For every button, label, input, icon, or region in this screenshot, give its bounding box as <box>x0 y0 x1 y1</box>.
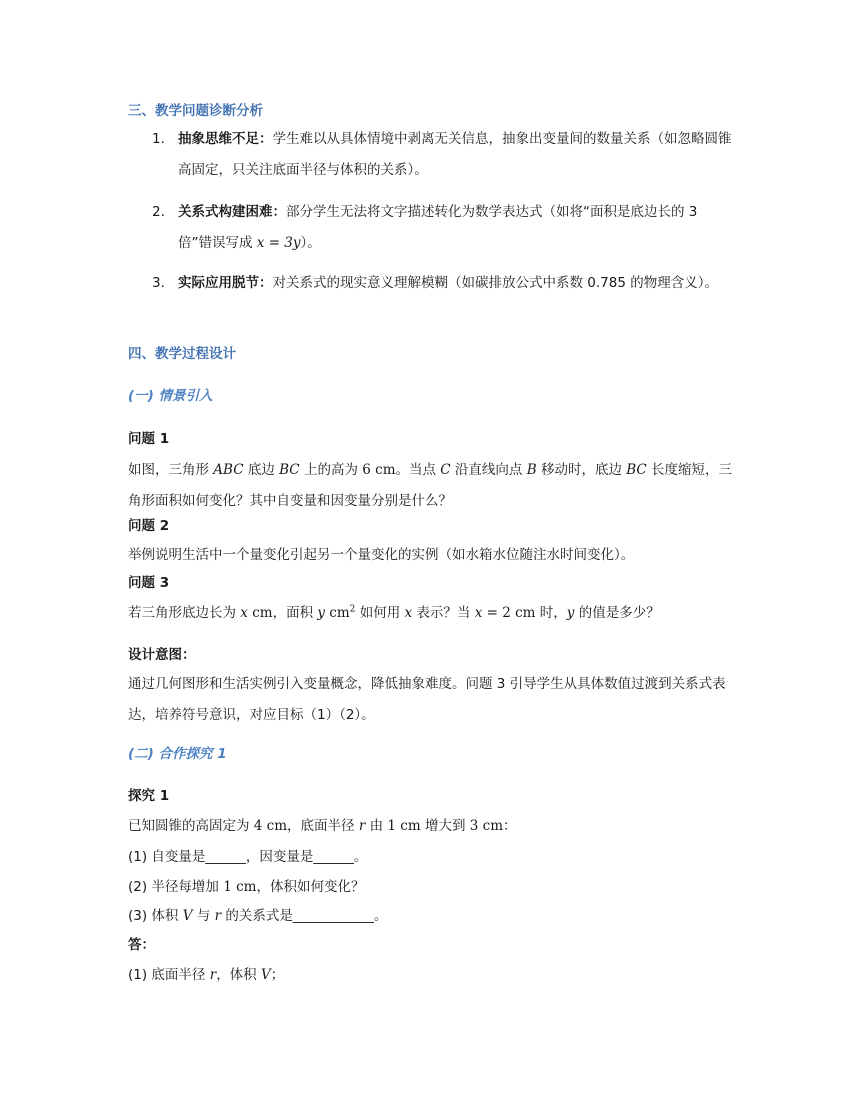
list-number: 1. <box>152 131 165 147</box>
item-text: 学生难以从具体情境中剥离无关信息，抽象出变量间的数量关系（如忽略圆锥高固定，只关注底面半径与体积的关系）。 <box>178 131 732 178</box>
math-var: r <box>209 967 217 983</box>
math-var: x <box>404 605 413 621</box>
text: 表示？当 <box>412 605 475 621</box>
math-unit: 3 cm <box>469 818 503 834</box>
text: (3) 体积 <box>128 908 183 924</box>
text: 上的高为 <box>299 462 363 478</box>
explore-line-2 <box>128 872 734 903</box>
superscript: 2 <box>349 604 356 615</box>
question-label: 问题 1 <box>128 431 170 447</box>
question-text: 举例说明生活中一个量变化引起另一个量变化的实例（如水箱水位随注水时间变化）。 <box>128 547 635 563</box>
intent-text: 通过几何图形和生活实例引入变量概念，降低抽象难度。问题 3 引导学生从具体数值过渡到关系式表达，培养符号意识，对应目标（1）（2）。 <box>128 676 726 723</box>
math-var: r <box>214 908 222 924</box>
question-text <box>128 598 734 629</box>
question-label: 问题 2 <box>128 518 170 534</box>
text: ，底面半径 <box>287 818 359 834</box>
math-var: V <box>260 967 271 983</box>
text: 与 <box>192 908 215 924</box>
math-var: y <box>317 605 326 621</box>
answer-label: 答： <box>128 937 155 953</box>
text: 长度缩短，三角形面积如何变化？其中自变量和因变量分别是什么？ <box>128 462 733 509</box>
math-var: V <box>182 908 193 924</box>
list-item <box>178 197 734 259</box>
math-unit: cm <box>247 605 273 621</box>
math-unit: 6 cm <box>362 462 396 478</box>
section-heading-3: 三、教学问题诊断分析 <box>128 103 263 119</box>
explore-text <box>128 811 734 842</box>
text: 沿直线向点 <box>450 462 527 478</box>
text: 的值是多少？ <box>574 605 660 621</box>
item-title: 关系式构建困难 <box>178 204 273 220</box>
item-text: 部分学生无法将文字描述转化为数学表达式（如将“面积是底边长的 3 倍”错误写成 <box>178 204 698 251</box>
text: ； <box>270 967 285 983</box>
text: 已知圆锥的高固定为 <box>128 818 254 834</box>
text: 时， <box>535 605 567 621</box>
math-var: r <box>358 818 366 834</box>
text: (1) 底面半径 <box>128 967 210 983</box>
math-var: y <box>566 605 575 621</box>
math-unit: 1 cm <box>223 879 257 895</box>
text: ，面积 <box>272 605 318 621</box>
list-item <box>178 124 734 186</box>
text: 底边 <box>243 462 280 478</box>
explore-line-1: (1) 自变量是______，因变量是______。 <box>128 849 368 865</box>
question-label: 问题 3 <box>128 575 170 591</box>
subheading-intro: (一) 情景引入 <box>128 388 213 404</box>
section-heading-4: 四、教学过程设计 <box>128 346 236 362</box>
explore-line-3 <box>128 901 734 932</box>
math-unit: 1 cm <box>387 818 421 834</box>
list-item <box>178 268 734 299</box>
text: (2) 半径每增加 <box>128 879 224 895</box>
math-var: BC <box>279 462 300 478</box>
math-var: C <box>440 462 451 478</box>
math-unit: = 2 cm <box>482 605 536 621</box>
item-sep: ： <box>272 204 286 220</box>
subheading-explore: (二) 合作探究 1 <box>128 746 227 762</box>
intent-label: 设计意图： <box>128 647 196 663</box>
math-var: BC <box>626 462 647 478</box>
math-var: x <box>474 605 483 621</box>
math-var: x <box>240 605 248 621</box>
item-title: 抽象思维不足 <box>178 131 259 147</box>
question-text <box>128 455 734 517</box>
math-var: ABC <box>213 462 244 478</box>
math-expression: x = 3y <box>256 235 301 251</box>
text: 由 <box>365 818 388 834</box>
list-number: 2. <box>152 204 165 220</box>
item-title: 实际应用脱节 <box>178 275 259 291</box>
math-unit: 4 cm <box>253 818 288 834</box>
list-number: 3. <box>152 275 165 291</box>
answer-line-1 <box>128 960 734 991</box>
text: ，体积如何变化？ <box>256 879 365 895</box>
math-var: B <box>526 462 537 478</box>
item-text-tail: ）。 <box>300 235 321 251</box>
text: 若三角形底边长为 <box>128 605 241 621</box>
text: ，体积 <box>216 967 261 983</box>
text: 。当点 <box>395 462 441 478</box>
text: 如图，三角形 <box>128 462 214 478</box>
item-sep: ： <box>259 131 273 147</box>
math-unit: cm <box>325 605 350 621</box>
text: 增大到 <box>420 818 470 834</box>
item-sep: ： <box>259 275 273 291</box>
text: 的关系式是____________。 <box>221 908 388 924</box>
text: 如何用 <box>355 605 405 621</box>
item-text: 对关系式的现实意义理解模糊（如碳排放公式中系数 0.785 的物理含义）。 <box>272 275 718 291</box>
explore-label: 探究 1 <box>128 788 170 804</box>
text: 移动时，底边 <box>536 462 627 478</box>
text: ： <box>503 818 517 834</box>
